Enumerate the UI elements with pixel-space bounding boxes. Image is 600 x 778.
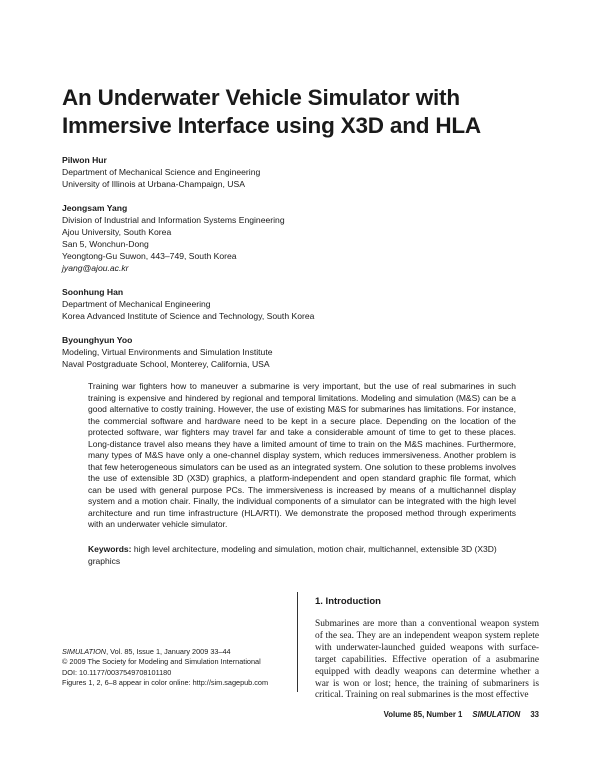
affiliation-line: Ajou University, South Korea bbox=[62, 227, 172, 237]
author-email-link[interactable]: jyang@ajou.ac.kr bbox=[62, 263, 129, 273]
citation-journal: SIMULATION bbox=[62, 647, 107, 656]
author-name: Soonhung Han bbox=[62, 287, 124, 297]
author-block bbox=[62, 286, 542, 322]
affiliation-line: University of Illinois at Urbana-Champaign, USA bbox=[62, 179, 245, 189]
figures-note: Figures 1, 2, 6–8 appear in color online: http://sim.sagepub.com bbox=[62, 678, 269, 688]
affiliation-line: Department of Mechanical Science and Engineering bbox=[62, 167, 261, 177]
author-name: Byounghyun Yoo bbox=[62, 335, 133, 345]
page-footer bbox=[384, 710, 539, 719]
introduction-text: Submarines are more than a conventional weapon system of the sea. They are an independent weapon system replete with underwater-launched guided weapons with surface-target capabilities. Effective operation of a asubmarine equipped with deadly weapons can determine whether a war is won or lost; hence, the training of submariners is critical. Training on real submarines is the most effective bbox=[315, 619, 539, 701]
citation-volume: , Vol. 85, Issue 1, January 2009 33–44 bbox=[106, 647, 231, 656]
keywords bbox=[88, 544, 516, 567]
affiliation-line: Korea Advanced Institute of Science and Technology, South Korea bbox=[62, 311, 315, 321]
affiliation-line: Division of Industrial and Information Systems Engineering bbox=[62, 215, 285, 225]
title-line-1: An Underwater Vehicle Simulator with bbox=[62, 85, 460, 110]
page-number: 33 bbox=[530, 710, 539, 719]
affiliation-line: Modeling, Virtual Environments and Simulation Institute bbox=[62, 347, 273, 357]
paper-title bbox=[62, 84, 562, 140]
column-divider bbox=[297, 592, 298, 692]
author-name: Pilwon Hur bbox=[62, 155, 107, 165]
abstract-text: Training war fighters how to maneuver a submarine is very important, but the use of real submarines in such training is expensive and hindered by regional and temporal limitations. Modeling and simulation (M&S) can be a good alternative to costly training. However, the use of existing M&S for submarines has limitations. For instance, the commercial software and hardware need to be kept in a secure place. Depending on the location of the protected software, war fighters may travel far and take a considerable amount of time to get to these places. Long-distance travel also means they have a limited amount of time to train on the M&S machines. Furthermore, many types of M&S have only a one-channel display system, which reduces immersiveness. Another problem is that few heterogeneous simulators can be used as an integrated system. One solution to these problems involves the use of extensible 3D (X3D) graphics, a platform-independent and open standard graphic file format, which can be used with general purpose PCs. The immersiveness is increased by means of a multichannel display system and a motion chair. Finally, the individual components of a simulator can be integrated with the high level architecture and run time infrastructure (HLA/RTI). We demonstrate the proposed method through experiments with an underwater vehicle simulator. bbox=[88, 381, 516, 529]
footer-volume: Volume 85, Number 1 bbox=[383, 710, 463, 719]
copyright-line: © 2009 The Society for Modeling and Simulation International bbox=[62, 657, 261, 667]
author-list bbox=[62, 154, 542, 382]
author-block bbox=[62, 202, 542, 274]
doi-line[interactable]: DOI: 10.1177/0037549708101180 bbox=[62, 667, 172, 677]
affiliation-line: San 5, Wonchun-Dong bbox=[62, 239, 149, 249]
citation-block bbox=[62, 647, 292, 689]
affiliation-line: Department of Mechanical Engineering bbox=[62, 299, 211, 309]
author-block bbox=[62, 334, 542, 370]
citation-line bbox=[62, 647, 292, 657]
author-name: Jeongsam Yang bbox=[62, 203, 128, 213]
affiliation-line: Naval Postgraduate School, Monterey, California, USA bbox=[62, 359, 270, 369]
keywords-label: Keywords: bbox=[88, 544, 132, 554]
affiliation-line: Yeongtong-Gu Suwon, 443–749, South Korea bbox=[62, 251, 237, 261]
author-block bbox=[62, 154, 542, 190]
section-heading-introduction: 1. Introduction bbox=[315, 596, 381, 607]
footer-journal: SIMULATION bbox=[472, 710, 521, 719]
title-line-2: Immersive Interface using X3D and HLA bbox=[62, 113, 481, 138]
keywords-text: high level architecture, modeling and simulation, motion chair, multichannel, extensible 3D (X3D) graphics bbox=[88, 544, 497, 566]
